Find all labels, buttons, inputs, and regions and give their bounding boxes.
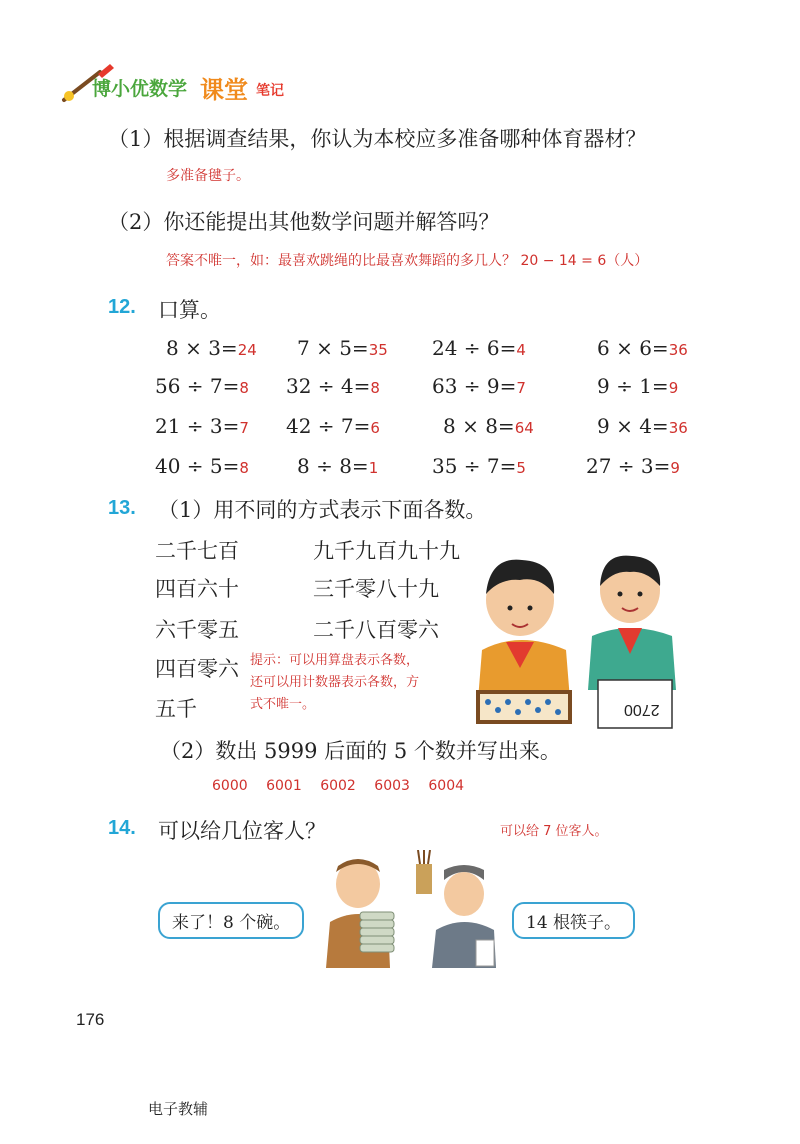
problem-14-number: 14. [108, 817, 136, 839]
calc-item: 9 ÷ 1=9 [597, 374, 679, 398]
speech-bubble-right: 14 根筷子。 [512, 902, 635, 939]
waiters-illustration [318, 850, 518, 970]
answer-number: 6003 [374, 778, 410, 794]
number-word: 三千零八十九 [313, 577, 439, 601]
paper-number: 2700 [624, 701, 660, 718]
number-word: 四百零六 [155, 657, 239, 681]
answer-number: 6004 [428, 778, 465, 794]
problem-13-part1: （1）用不同的方式表示下面各数。 [158, 498, 487, 522]
header-title-3: 笔记 [256, 83, 284, 99]
question-2: （2）你还能提出其他数学问题并解答吗？ [108, 210, 500, 234]
speech-bubble-left: 来了！8 个碗。 [158, 902, 304, 939]
problem-13-number: 13. [108, 497, 136, 519]
header-title-2: 课堂 [200, 76, 248, 104]
number-word: 六千零五 [155, 618, 239, 642]
problem-13-part2: （2）数出 5999 后面的 5 个数并写出来。 [160, 739, 561, 763]
problem-14-answer: 可以给 7 位客人。 [500, 824, 608, 839]
watermark: 电子教辅 [148, 1100, 209, 1118]
header [60, 60, 320, 110]
problem-14-title: 可以给几位客人？ [158, 819, 326, 843]
page-number: 176 [76, 1010, 105, 1029]
header-title-1: 博小优数学 [92, 78, 188, 100]
number-word: 五千 [155, 697, 197, 721]
calc-item: 40 ÷ 5=8 [155, 454, 249, 478]
calc-item: 6 × 6=36 [597, 336, 688, 360]
problem-13-answers [212, 778, 464, 794]
boy-with-abacus [476, 560, 572, 724]
calc-item: 27 ÷ 3=9 [586, 454, 680, 478]
answer-number: 6001 [266, 778, 302, 794]
answer-number: 6002 [320, 778, 356, 794]
calc-item: 32 ÷ 4=8 [286, 374, 380, 398]
question-1-answer: 多准备毽子。 [166, 168, 250, 184]
hint-text: 提示：可以用算盘表示各数， 还可以用计数器表示各数，方 式不唯一。 [250, 653, 420, 712]
calc-item: 24 ÷ 6=4 [432, 336, 526, 360]
number-word: 二千七百 [155, 539, 239, 563]
calc-item: 8 × 8=64 [443, 414, 534, 438]
calc-item: 35 ÷ 7=5 [432, 454, 526, 478]
answer-number: 6000 [212, 778, 248, 794]
question-1: （1）根据调查结果，你认为本校应多准备哪种体育器材？ [108, 127, 647, 151]
number-word: 二千八百零六 [313, 618, 439, 642]
calc-item: 7 × 5=35 [297, 336, 388, 360]
problem-12-number: 12. [108, 296, 136, 318]
calc-item: 42 ÷ 7=6 [286, 414, 380, 438]
calc-item: 9 × 4=36 [597, 414, 688, 438]
waiter-with-chopsticks [416, 850, 496, 968]
calc-item: 8 ÷ 8=1 [297, 454, 379, 478]
question-2-answer: 答案不唯一，如：最喜欢跳绳的比最喜欢舞蹈的多几人？ 20 − 14 = 6（人） [166, 253, 649, 269]
number-word: 四百六十 [155, 577, 239, 601]
calc-item: 56 ÷ 7=8 [155, 374, 249, 398]
calc-item: 21 ÷ 3=7 [155, 414, 249, 438]
number-word: 九千九百九十九 [313, 539, 460, 563]
children-illustration [470, 550, 700, 735]
calc-item: 63 ÷ 9=7 [432, 374, 526, 398]
calc-item: 8 × 3=24 [166, 336, 257, 360]
waiter-with-bowls [326, 859, 394, 968]
problem-12-title: 口算。 [158, 298, 221, 322]
